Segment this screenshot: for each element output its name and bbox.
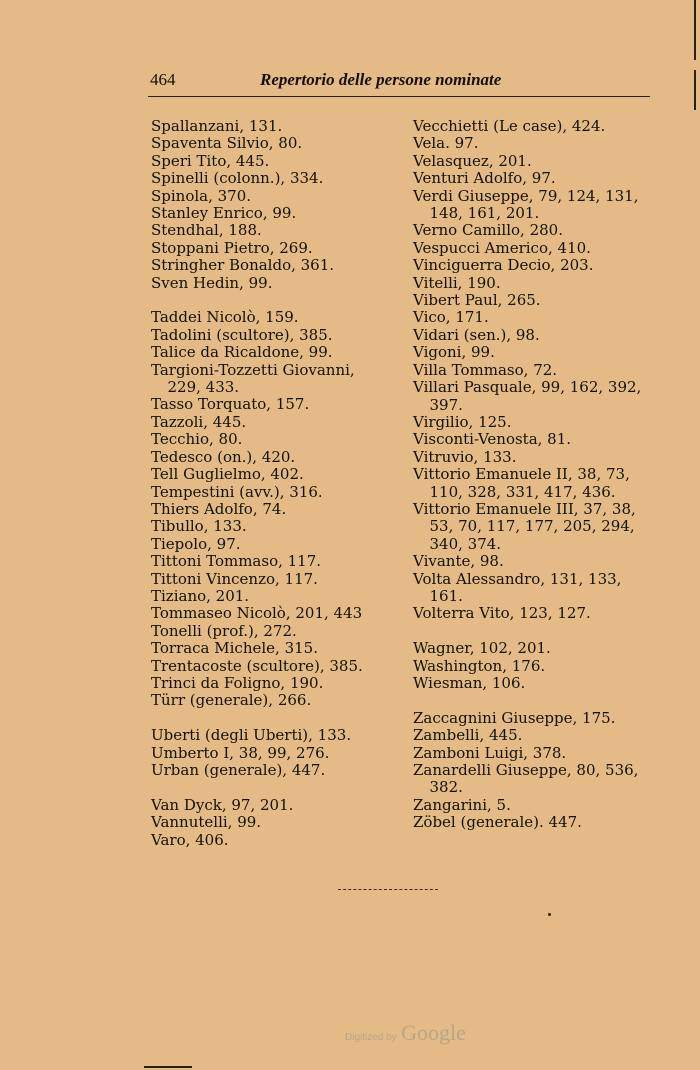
- index-entry: Targioni-Tozzetti Giovanni, 229, 433.: [151, 360, 355, 397]
- index-entry: Zanardelli Giuseppe, 80, 536, 382.: [413, 761, 639, 797]
- index-entry: Vittorio Emanuele III, 37, 38, 53, 70, 117, 177, 205, 294, 340, 374.: [413, 499, 636, 553]
- index-entry: Tiziano, 201.: [151, 586, 250, 605]
- index-entry: Tommaseo Nicolò, 201, 443: [151, 604, 363, 623]
- index-entry: Tell Guglielmo, 402.: [151, 465, 304, 484]
- index-entry: Vibert Paul, 265.: [413, 291, 541, 310]
- index-entry: Virgilio, 125.: [413, 412, 512, 431]
- footer-rule: [144, 1066, 192, 1068]
- index-entry: Trinci da Foligno, 190.: [151, 673, 324, 692]
- index-entry: Visconti-Venosta, 81.: [413, 430, 572, 449]
- index-entry: Zöbel (generale). 447.: [413, 813, 582, 832]
- index-entry: Velasquez, 201.: [413, 151, 532, 170]
- end-rule: [338, 889, 438, 890]
- index-entry: Urban (generale), 447.: [151, 761, 326, 779]
- index-entry: Washington, 176.: [413, 656, 546, 675]
- index-entry: Villa Tommaso, 72.: [413, 360, 558, 379]
- index-entry: Taddei Nicolò, 159.: [151, 308, 299, 327]
- index-entry: Stendhal, 188.: [151, 221, 262, 240]
- index-entry: Stringher Bonaldo, 361.: [151, 256, 335, 275]
- index-entry: Varo, 406.: [151, 830, 229, 849]
- index-entry: Vidari (sen.), 98.: [413, 325, 540, 344]
- page-number: 464: [150, 70, 176, 89]
- index-entry: Tempestini (avv.), 316.: [151, 482, 323, 501]
- index-entry: Verno Camillo, 280.: [413, 221, 563, 240]
- index-entry: Volta Alessandro, 131, 133, 161.: [413, 569, 622, 605]
- index-entry: Wagner, 102, 201.: [413, 639, 551, 658]
- index-entry: Spinelli (colonn.), 334.: [151, 169, 324, 188]
- index-entry: Spallanzani, 131.: [151, 117, 283, 135]
- index-entry: Villari Pasquale, 99, 162, 392, 397.: [413, 378, 642, 414]
- index-entry: Uberti (degli Uberti), 133.: [151, 726, 352, 745]
- index-entry: Thiers Adolfo, 74.: [151, 499, 287, 518]
- index-entry: Vittorio Emanuele II, 38, 73, 110, 328, 331, 417, 436.: [413, 465, 630, 501]
- index-entry: Zambelli, 445.: [413, 726, 523, 745]
- index-entry: Tibullo, 133.: [151, 517, 247, 536]
- section-gap: [413, 692, 653, 709]
- index-entry: Tittoni Vincenzo, 117.: [151, 569, 318, 588]
- index-entry: Verdi Giuseppe, 79, 124, 131, 148, 161, 201.: [413, 186, 639, 223]
- index-entry: Vigoni, 99.: [413, 343, 495, 362]
- index-entry: Umberto I, 38, 99, 276.: [151, 743, 330, 762]
- section-gap: [413, 623, 653, 640]
- header-rule: [148, 96, 650, 97]
- digitized-watermark: [345, 1020, 466, 1046]
- index-entry: Vitelli, 190.: [413, 273, 501, 292]
- index-entry: Vico, 171.: [413, 308, 489, 327]
- index-entry: Van Dyck, 97, 201.: [151, 795, 294, 814]
- page-header: [150, 70, 650, 94]
- index-entry: Vitruvio, 133.: [413, 447, 517, 466]
- index-entry: Tedesco (on.), 420.: [151, 447, 296, 466]
- watermark-prefix: Digitized by: [345, 1032, 397, 1043]
- watermark-brand: Google: [401, 1020, 466, 1045]
- index-entry: Spinola, 370.: [151, 186, 252, 205]
- index-entry: Türr (generale), 266.: [151, 691, 312, 710]
- index-entry: Stanley Enrico, 99.: [151, 204, 297, 223]
- index-column-left: [151, 118, 391, 849]
- index-entry: Venturi Adolfo, 97.: [413, 169, 556, 188]
- index-entry: Sven Hedin, 99.: [151, 273, 273, 292]
- index-entry: Vecchietti (Le case), 424.: [413, 117, 606, 135]
- speck: [548, 913, 551, 916]
- index-entry: Vannutelli, 99.: [151, 813, 262, 832]
- index-entry: Stoppani Pietro, 269.: [151, 238, 313, 257]
- index-entry: Speri Tito, 445.: [151, 151, 270, 170]
- index-entry: Tasso Torquato, 157.: [151, 395, 310, 414]
- index-entry: Tiepolo, 97.: [151, 534, 241, 553]
- section-gap: [151, 779, 391, 796]
- index-entry: Tittoni Tommaso, 117.: [151, 552, 322, 571]
- index-entry: Volterra Vito, 123, 127.: [413, 604, 591, 623]
- index-entry: Torraca Michele, 315.: [151, 639, 318, 658]
- index-entry: Tadolini (scultore), 385.: [151, 325, 333, 344]
- index-entry: Vinciguerra Decio, 203.: [413, 256, 594, 275]
- section-gap: [151, 292, 391, 309]
- section-gap: [151, 710, 391, 727]
- index-entry: Spaventa Silvio, 80.: [151, 134, 303, 153]
- index-entry: Zamboni Luigi, 378.: [413, 743, 567, 762]
- index-entry: Trentacoste (scultore), 385.: [151, 656, 363, 675]
- index-entry: Talice da Ricaldone, 99.: [151, 343, 333, 362]
- index-entry: Zaccagnini Giuseppe, 175.: [413, 708, 616, 727]
- index-entry: Zangarini, 5.: [413, 795, 511, 814]
- index-entry: Tonelli (prof.), 272.: [151, 621, 297, 640]
- index-entry: Vespucci Americo, 410.: [413, 238, 591, 257]
- index-entry: Wiesman, 106.: [413, 673, 526, 692]
- index-entry: Tecchio, 80.: [151, 430, 243, 449]
- index-entry: Tazzoli, 445.: [151, 412, 247, 431]
- index-entry: Vivante, 98.: [413, 552, 504, 571]
- page-edge-mark: [694, 70, 696, 110]
- index-entry: Vela. 97.: [413, 134, 479, 153]
- page-edge-mark: [694, 0, 696, 60]
- index-column-right: [413, 118, 653, 832]
- running-title: Repertorio delle persone nominate: [260, 70, 502, 89]
